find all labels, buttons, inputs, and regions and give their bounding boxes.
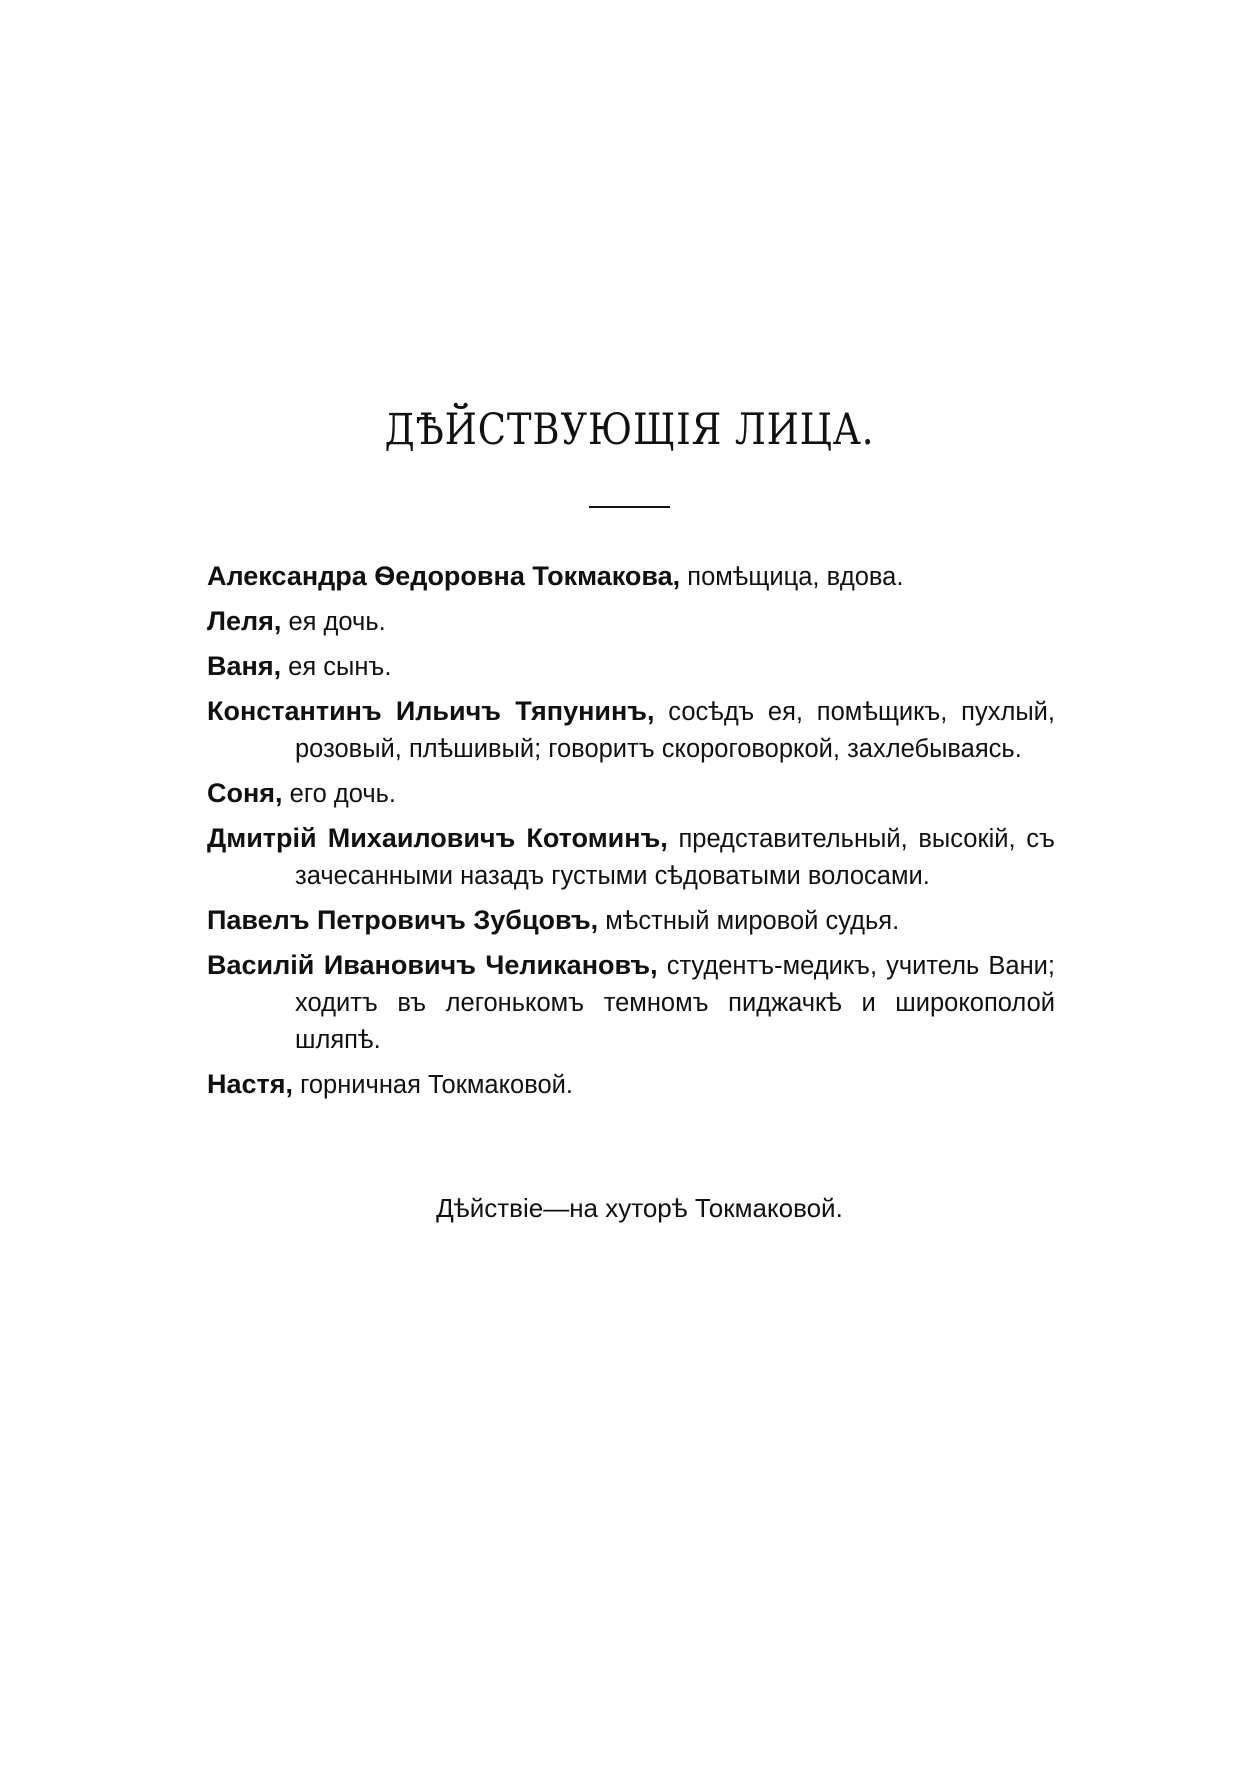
character-description: ея дочь.: [281, 608, 386, 636]
cast-entry: [207, 558, 1055, 596]
character-name: Константинъ Ильичъ Тяпунинъ,: [207, 696, 655, 726]
character-name: Соня,: [207, 778, 283, 808]
cast-list: [207, 558, 1055, 1111]
cast-entry: [207, 603, 1055, 641]
character-description: представительный, высокій, съ зачесанными назадъ густыми сѣдоватыми волосами.: [295, 825, 1055, 890]
cast-entry: [207, 775, 1055, 813]
character-description: его дочь.: [282, 780, 396, 808]
page-title: ДѢЙСТВУЮЩІЯ ЛИЦА.: [384, 405, 875, 455]
cast-entry: [207, 648, 1055, 686]
character-name: Настя,: [207, 1069, 294, 1099]
setting-note: Дѣйствіе—на хуторѣ Токмаковой.: [436, 1193, 843, 1223]
character-description: помѣщица, вдова.: [680, 563, 904, 591]
character-name: Леля,: [207, 606, 282, 636]
character-name: Александра Ѳедоровна Токмакова,: [207, 561, 681, 591]
character-description: мѣстный мировой судья.: [598, 907, 900, 935]
character-name: Дмитрій Михаиловичъ Котоминъ,: [207, 823, 668, 853]
cast-entry: [207, 902, 1055, 940]
cast-entry: [207, 1066, 1055, 1104]
cast-entry: [207, 693, 1055, 768]
character-description: сосѣдъ ея, помѣщикъ, пухлый, розовый, плѣшивый; говоритъ скороговоркой, захлебываясь.: [295, 698, 1055, 763]
cast-entry: [207, 820, 1055, 895]
character-description: горничная Токмаковой.: [293, 1071, 574, 1099]
cast-entry: [207, 947, 1055, 1059]
character-name: Ваня,: [207, 651, 282, 681]
character-name: Павелъ Петровичъ Зубцовъ,: [207, 905, 599, 935]
character-description: ея сынъ.: [281, 653, 392, 681]
character-name: Василій Ивановичъ Челикановъ,: [207, 950, 658, 980]
character-description: студентъ-медикъ, учитель Вани; ходитъ въ легонькомъ темномъ пиджачкѣ и широкополой шляпѣ.: [295, 952, 1055, 1054]
title-rule: [589, 506, 670, 508]
